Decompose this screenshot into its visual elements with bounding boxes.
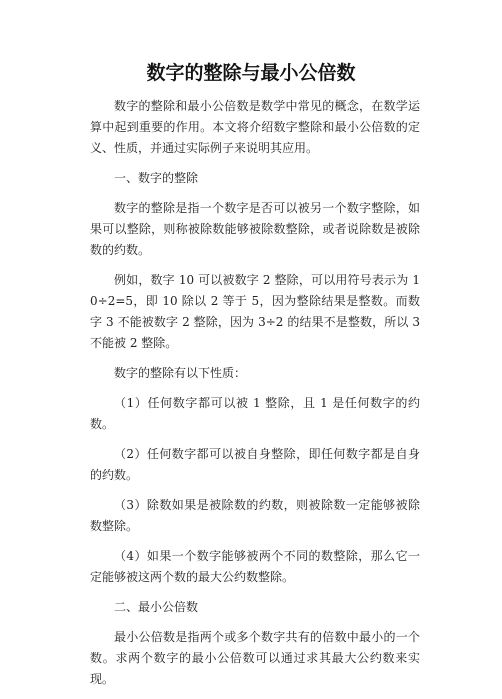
property-item-2: （2）任何数字都可以被自身整除，即任何数字都是自身的约数。 <box>90 447 420 482</box>
property-item-1: （1）任何数字都可以被 1 整除，且 1 是任何数字的约数。 <box>90 396 420 431</box>
section-heading-lcm: 二、最小公倍数 <box>114 600 199 614</box>
lcm-definition-paragraph: 最小公倍数是指两个或多个数字共有的倍数中最小的一个数。求两个数字的最小公倍数可以通过求其最大公约数来实现。 <box>90 630 420 686</box>
divisibility-definition-paragraph: 数字的整除是指一个数字是否可以被另一个数字整除，如果可以整除，则称被除数能够被除数整除，或者说除数是被除数的约数。 <box>90 201 420 257</box>
divisibility-example-paragraph: 例如，数字 10 可以被数字 2 整除，可以用符号表示为 10÷2=5，即 10 除以 2 等于 5，因为整除结果是整数。而数字 3 不能被数字 2 整除，因为 3÷2 的结果不是整数，所以 3 不能被 2 整除。 <box>90 273 420 350</box>
property-item-3: （3）除数如果是被除数的约数，则被除数一定能够被除数整除。 <box>90 498 420 533</box>
intro-paragraph: 数字的整除和最小公倍数是数学中常见的概念，在数学运算中起到重要的作用。本文将介绍数字整除和最小公倍数的定义、性质，并通过实际例子来说明其应用。 <box>90 99 420 155</box>
property-item-4: （4）如果一个数字能够被两个不同的数整除，那么它一定能够被这两个数的最大公约数整除。 <box>90 549 420 584</box>
section-heading-divisibility: 一、数字的整除 <box>114 171 199 185</box>
properties-intro-paragraph: 数字的整除有以下性质： <box>114 366 247 380</box>
document-body <box>90 96 420 699</box>
document-title: 数字的整除与最小公倍数 <box>146 62 356 84</box>
